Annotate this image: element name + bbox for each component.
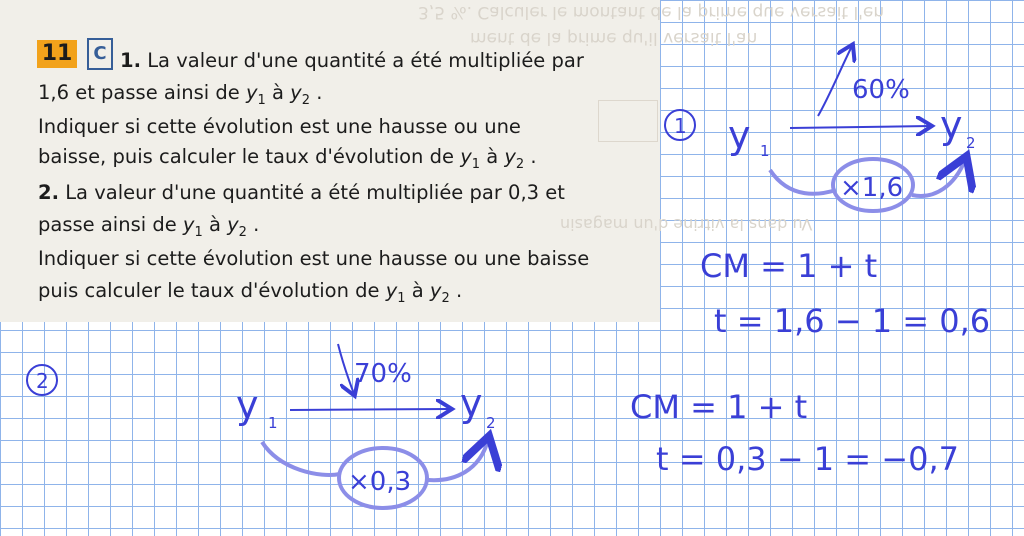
exercise-number: 11 (37, 40, 77, 68)
part-2-end-label: y (460, 381, 483, 425)
question-1-line-3: Indiquer si cette évolution est une hausse ou une (38, 115, 521, 138)
question-1-line-1: 1. La valeur d'une quantité a été multipliée par (120, 49, 584, 72)
show-through-text: 3,5 %. Calculer le montant de la prime que versait l'en (418, 2, 885, 22)
part-1-formula: CM = 1 + t (700, 247, 878, 285)
part-2-start-label: y (236, 383, 259, 427)
part-1-percentage: 60% (852, 75, 910, 105)
part-2-diagram (27, 344, 959, 508)
part-1-calculation: t = 1,6 − 1 = 0,6 (714, 302, 991, 340)
part-1-end-label: y (940, 103, 963, 147)
circled-number-2: 2 (36, 369, 49, 393)
show-through-text: ment de la prime qu'il versait l'an (470, 28, 758, 48)
part-1-curve-right (912, 160, 965, 196)
part-1-multiplier: ×1,6 (840, 173, 904, 203)
part-1-diagram (665, 46, 990, 340)
question-1-line-4: baisse, puis calculer le taux d'évolution de $y_1$ à $y_2$ . (38, 145, 537, 172)
question-2-line-2: passe ainsi de $y_1$ à $y_2$ . (38, 213, 260, 240)
part-1-curve-left (770, 170, 836, 194)
part-1-main-arrow (790, 126, 930, 128)
decrease-arrow-icon (338, 344, 354, 394)
part-2-start-subscript: 1 (268, 414, 278, 432)
show-through-text: Vu dans la vitrine d'un magasin (560, 215, 813, 234)
part-1-start-subscript: 1 (760, 142, 770, 160)
question-2-line-4: puis calculer le taux d'évolution de $y_1$ à $y_2$ . (38, 279, 463, 306)
question-2-line-1: 2. La valeur d'une quantité a été multipliée par 0,3 et (38, 181, 565, 204)
part-2-curve-right (428, 440, 488, 480)
part-2-curve-left (262, 442, 340, 475)
part-2-calculation: t = 0,3 − 1 = −0,7 (656, 440, 959, 478)
part-2-percentage: 70% (354, 359, 412, 389)
circled-number-1: 1 (674, 114, 687, 138)
part-1-start-label: y (728, 113, 751, 157)
part-2-main-arrow (290, 409, 450, 410)
question-1-line-2: 1,6 et passe ainsi de $y_1$ à $y_2$ . (38, 81, 323, 108)
question-2-line-3: Indiquer si cette évolution est une hausse ou une baisse (38, 247, 590, 270)
exercise-tag: C (87, 38, 113, 70)
part-2-multiplier: ×0,3 (348, 467, 412, 497)
part-1-end-subscript: 2 (966, 134, 976, 152)
part-2-formula: CM = 1 + t (630, 388, 808, 426)
part-2-end-subscript: 2 (486, 414, 496, 432)
increase-arrow-icon (818, 46, 852, 116)
